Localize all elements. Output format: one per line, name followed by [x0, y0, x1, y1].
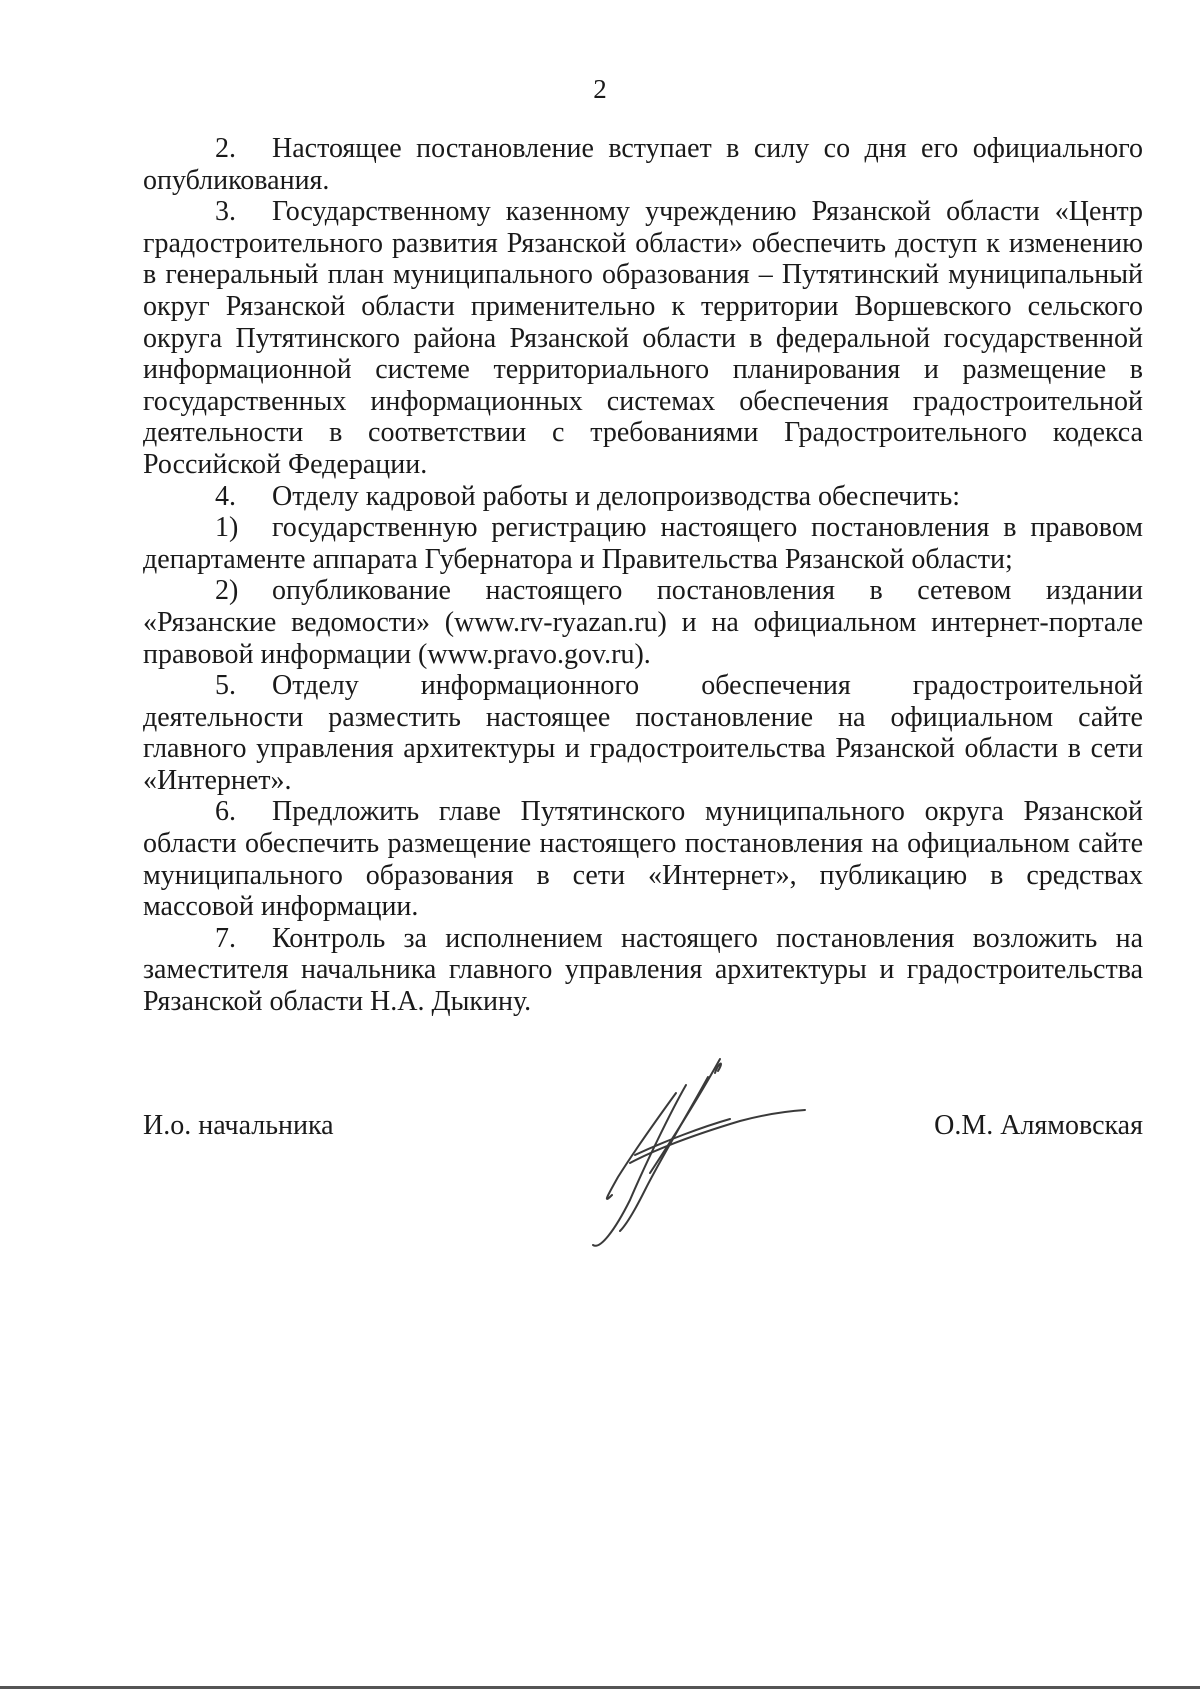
- paragraph-text: Контроль за исполнением настоящего постановления возложить на заместителя начальника главного управления архитектуры и градостроительства Рязанской области Н.А. Дыкину.: [143, 922, 1143, 1018]
- signatory-name: О.М. Алямовская: [934, 1110, 1143, 1141]
- paragraph-number: 2.: [215, 133, 236, 164]
- paragraph-number: 2): [215, 575, 239, 607]
- paragraph-number: 5.: [215, 670, 236, 702]
- paragraph-number: 3.: [215, 196, 236, 228]
- paragraph-number: 7.: [215, 922, 236, 954]
- paragraph-6: [143, 796, 1143, 922]
- paragraph-2: [143, 133, 1143, 196]
- paragraph-4: [143, 481, 1143, 513]
- paragraph-text: государственную регистрацию настоящего постановления в правовом департаменте аппарата Губернатора и Правительства Рязанской области;: [143, 512, 1143, 575]
- paragraph-number: 4.: [215, 480, 236, 512]
- paragraph-3: [143, 196, 1143, 480]
- paragraph-text: Отделу кадровой работы и делопроизводства обеспечить:: [272, 480, 961, 512]
- paragraph-text: опубликование настоящего постановления в сетевом издании «Рязанские ведомости» (www.rv-ryazan.ru) и на официальном интернет-портале правовой информации (www.pravo.gov.ru).: [143, 575, 1143, 670]
- paragraph-text: Государственному казенному учреждению Рязанской области «Центр градостроительного развития Рязанской области» обеспечить доступ к изменению в генеральный план муниципального образования – Путятинский муниципальный округ Рязанской области применительно к территории Воршевского сельского округа Путятинского района Рязанской области в федеральной государственной информационной системе территориального планирования и размещение в государственных информационных системах обеспечения градостроительной деятельности в соответствии с требованиями Градостроительного кодекса Российской Федерации.: [143, 196, 1143, 480]
- page-edge-line: [0, 1686, 1200, 1689]
- signature-block: [143, 1110, 1143, 1150]
- paragraph-text: Отделу информационного обеспечения градостроительной деятельности разместить настоящее постановление на официальном сайте главного управления архитектуры и градостроительства Рязанской области в сети «Интернет».: [143, 670, 1143, 796]
- document-body: [143, 133, 1143, 1018]
- paragraph-7: [143, 923, 1143, 1018]
- subparagraph-1: [143, 512, 1143, 575]
- handwritten-signature: [590, 1055, 830, 1250]
- paragraph-number: 1): [215, 512, 239, 544]
- subparagraph-2: [143, 575, 1143, 670]
- page-number: 2: [593, 74, 607, 104]
- paragraph-number: 6.: [215, 796, 236, 828]
- signatory-title: И.о. начальника: [143, 1110, 334, 1141]
- paragraph-text: Настоящее постановление вступает в силу со дня его официального опубликования.: [143, 133, 1143, 196]
- paragraph-5: [143, 670, 1143, 796]
- paragraph-text: Предложить главе Путятинского муниципального округа Рязанской области обеспечить размещение настоящего постановления на официальном сайте муниципального образования в сети «Интернет», публикацию в средствах массовой информации.: [143, 796, 1143, 923]
